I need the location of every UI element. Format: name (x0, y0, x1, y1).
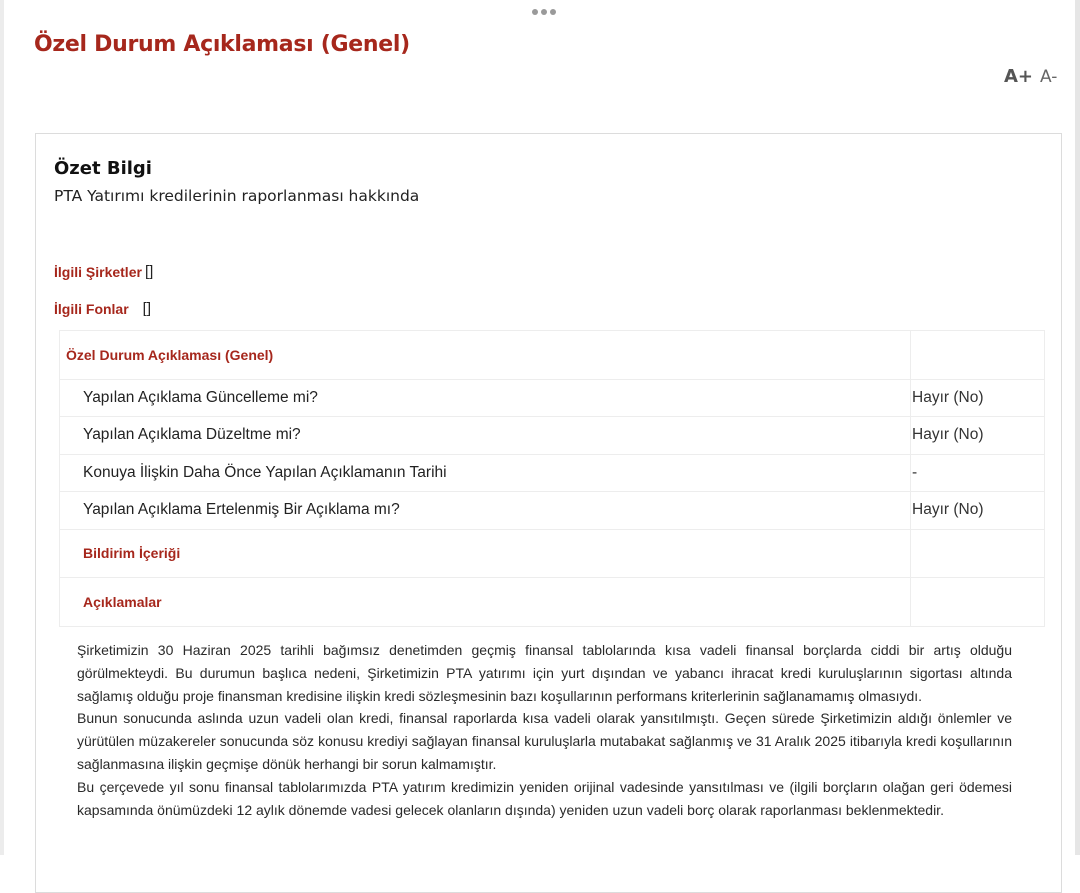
explanations-label: Açıklamalar (60, 578, 911, 627)
notification-content-label: Bildirim İçeriği (60, 529, 911, 578)
row-value: - (911, 454, 1045, 492)
explanations-value (911, 578, 1045, 627)
row-label: Yapılan Açıklama Düzeltme mi? (60, 417, 911, 455)
disclosure-card (35, 133, 1062, 893)
dot (550, 9, 556, 15)
summary-text: PTA Yatırımı kredilerinin raporlanması hakkında (54, 187, 420, 205)
summary-heading: Özet Bilgi (54, 158, 152, 179)
row-label: Konuya İlişkin Daha Önce Yapılan Açıklamanın Tarihi (60, 454, 911, 492)
explanation-body (77, 639, 1012, 821)
related-funds-label: İlgili Fonlar (54, 300, 129, 317)
related-funds (54, 300, 151, 317)
row-label: Yapılan Açıklama Ertelenmiş Bir Açıklama mı? (60, 492, 911, 530)
row-value: Hayır (No) (911, 417, 1045, 455)
section-value (911, 331, 1045, 380)
table-row (60, 417, 1045, 455)
font-decrease-button[interactable]: A- (1040, 67, 1058, 87)
disclosure-detail-table (59, 330, 1045, 627)
related-funds-value: [] (142, 300, 152, 317)
related-companies-value: [] (144, 263, 154, 280)
section-title: Özel Durum Açıklaması (Genel) (60, 331, 911, 380)
row-value: Hayır (No) (911, 379, 1045, 417)
dot (532, 9, 538, 15)
font-size-controls (1004, 66, 1057, 87)
page-title: Özel Durum Açıklaması (Genel) (34, 32, 410, 57)
font-increase-button[interactable]: A+ (1004, 66, 1034, 87)
related-companies (54, 263, 153, 280)
dot (541, 9, 547, 15)
explanations-row (60, 578, 1045, 627)
notification-content-row (60, 529, 1045, 578)
explanation-paragraph: Bunun sonucunda aslında uzun vadeli olan kredi, finansal raporlarda kısa vadeli olarak yansıtılmıştı. Geçen sürede Şirketimizin aldığı önlemler ve yürütülen müzakereler sonucunda söz konusu krediyi sağlayan finansal kuruluşlarla mutabakat sağlanmış ve 31 Aralık 2025 itibarıyla kredi koşullarının sağlanmasına ilişkin geçmişe dönük herhangi bir sorun kalmamıştır. (77, 710, 1012, 772)
table-row (60, 454, 1045, 492)
table-section-header (60, 331, 1045, 380)
notification-content-value (911, 529, 1045, 578)
table-row (60, 379, 1045, 417)
table-row (60, 492, 1045, 530)
row-value: Hayır (No) (911, 492, 1045, 530)
ellipsis-icon[interactable] (532, 9, 556, 15)
related-companies-label: İlgili Şirketler (54, 263, 142, 280)
explanation-paragraph: Şirketimizin 30 Haziran 2025 tarihli bağımsız denetimden geçmiş finansal tablolarında kısa vadeli finansal borçlarda ciddi bir artış olduğu görülmekteydi. Bu durumun başlıca nedeni, Şirketimizin PTA yatırımı için yurt dışından ve yabancı ihracat kredi kuruluşlarının sigortası altında sağlamış olduğu proje finansman kredisine ilişkin kredi sözleşmesinin bazı koşullarının performans kriterlerinin sağlanamamış olmasıydı. (77, 642, 1012, 704)
row-label: Yapılan Açıklama Güncelleme mi? (60, 379, 911, 417)
explanation-paragraph: Bu çerçevede yıl sonu finansal tablolarımızda PTA yatırım kredimizin yeniden orijinal vadesinde yansıtılması ve (ilgili borçların olağan geri ödemesi kapsamında önümüzdeki 12 aylık dönemde vadesi gelecek olanların dışında) yeniden uzun vadeli borç olarak raporlanması beklenmektedir. (77, 778, 1012, 818)
